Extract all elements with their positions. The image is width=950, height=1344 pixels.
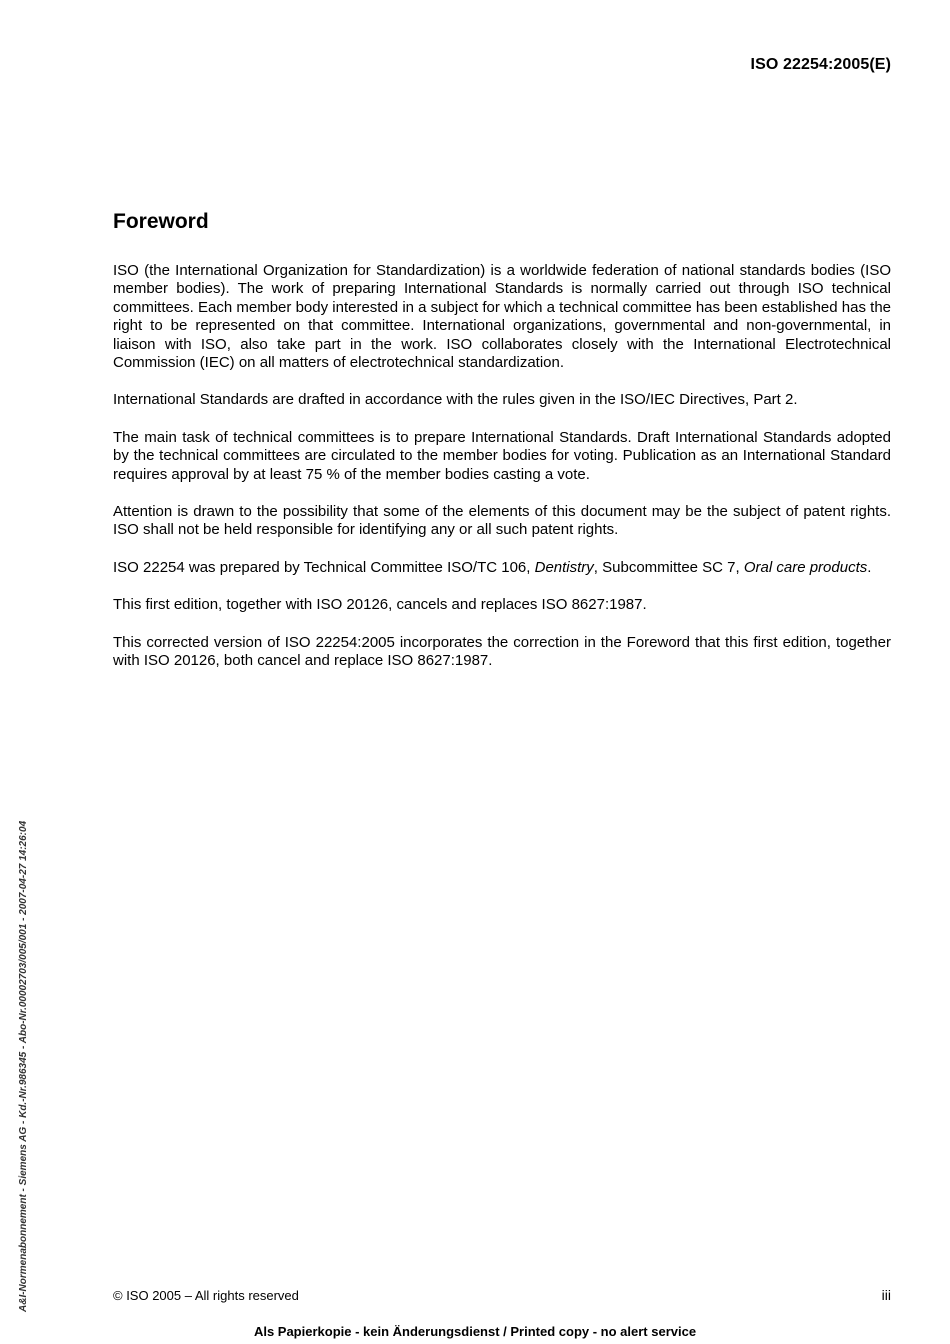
page-number: iii	[881, 1287, 891, 1303]
print-notice: Als Papierkopie - kein Änderungsdienst / Printed copy - no alert service	[253, 1324, 697, 1339]
page-title: Foreword	[113, 210, 209, 233]
document-id: ISO 22254:2005(E)	[750, 56, 891, 73]
subscription-stamp: A&I-Normenabonnement - Siemens AG - Kd.-Nr.986345 - Abo-Nr.00002703/005/001 - 2007-04-27 14:26:04	[18, 820, 29, 1312]
foreword-section	[113, 208, 891, 690]
committee-name: Dentistry	[534, 558, 594, 576]
paragraph-prepared-by	[113, 559, 891, 577]
paragraph-iso-federation: ISO (the International Organization for Standardization) is a worldwide federation of national standards bodies (ISO member bodies). The work of preparing International Standards is normally carried out through ISO technical committees. Each member body interested in a subject for which a technical committee has been established has the right to be represented on that committee. International organizations, governmental and non-governmental, in liaison with ISO, also take part in the work. ISO collaborates closely with the International Electrotechnical Commission (IEC) on all matters of electrotechnical standardization.	[113, 262, 891, 372]
subcommittee-text: , Subcommittee SC 7,	[593, 558, 744, 576]
prepared-by-text: ISO 22254 was prepared by Technical Committee ISO/TC 106,	[113, 558, 535, 576]
copyright-notice: © ISO 2005 – All rights reserved	[113, 1288, 299, 1303]
paragraph-patent-rights: Attention is drawn to the possibility that some of the elements of this document may be the subject of patent rights. ISO shall not be held responsible for identifying any or all such patent rights.	[113, 503, 891, 539]
paragraph-corrected-version: This corrected version of ISO 22254:2005 incorporates the correction in the Foreword that this first edition, together with ISO 20126, both cancel and replace ISO 8627:1987.	[113, 633, 891, 670]
paragraph-directives: International Standards are drafted in accordance with the rules given in the ISO/IEC Directives, Part 2.	[113, 391, 798, 409]
paragraph-first-edition: This first edition, together with ISO 20126, cancels and replaces ISO 8627:1987.	[113, 596, 647, 614]
prepared-by-end: .	[867, 558, 872, 576]
paragraph-committee-task: The main task of technical committees is to prepare International Standards. Draft International Standards adopted by the technical committees are circulated to the member bodies for voting. Publication as an International Standard requires approval by at least 75 % of the member bodies casting a vote.	[113, 428, 891, 483]
subcommittee-name: Oral care products	[743, 558, 868, 576]
